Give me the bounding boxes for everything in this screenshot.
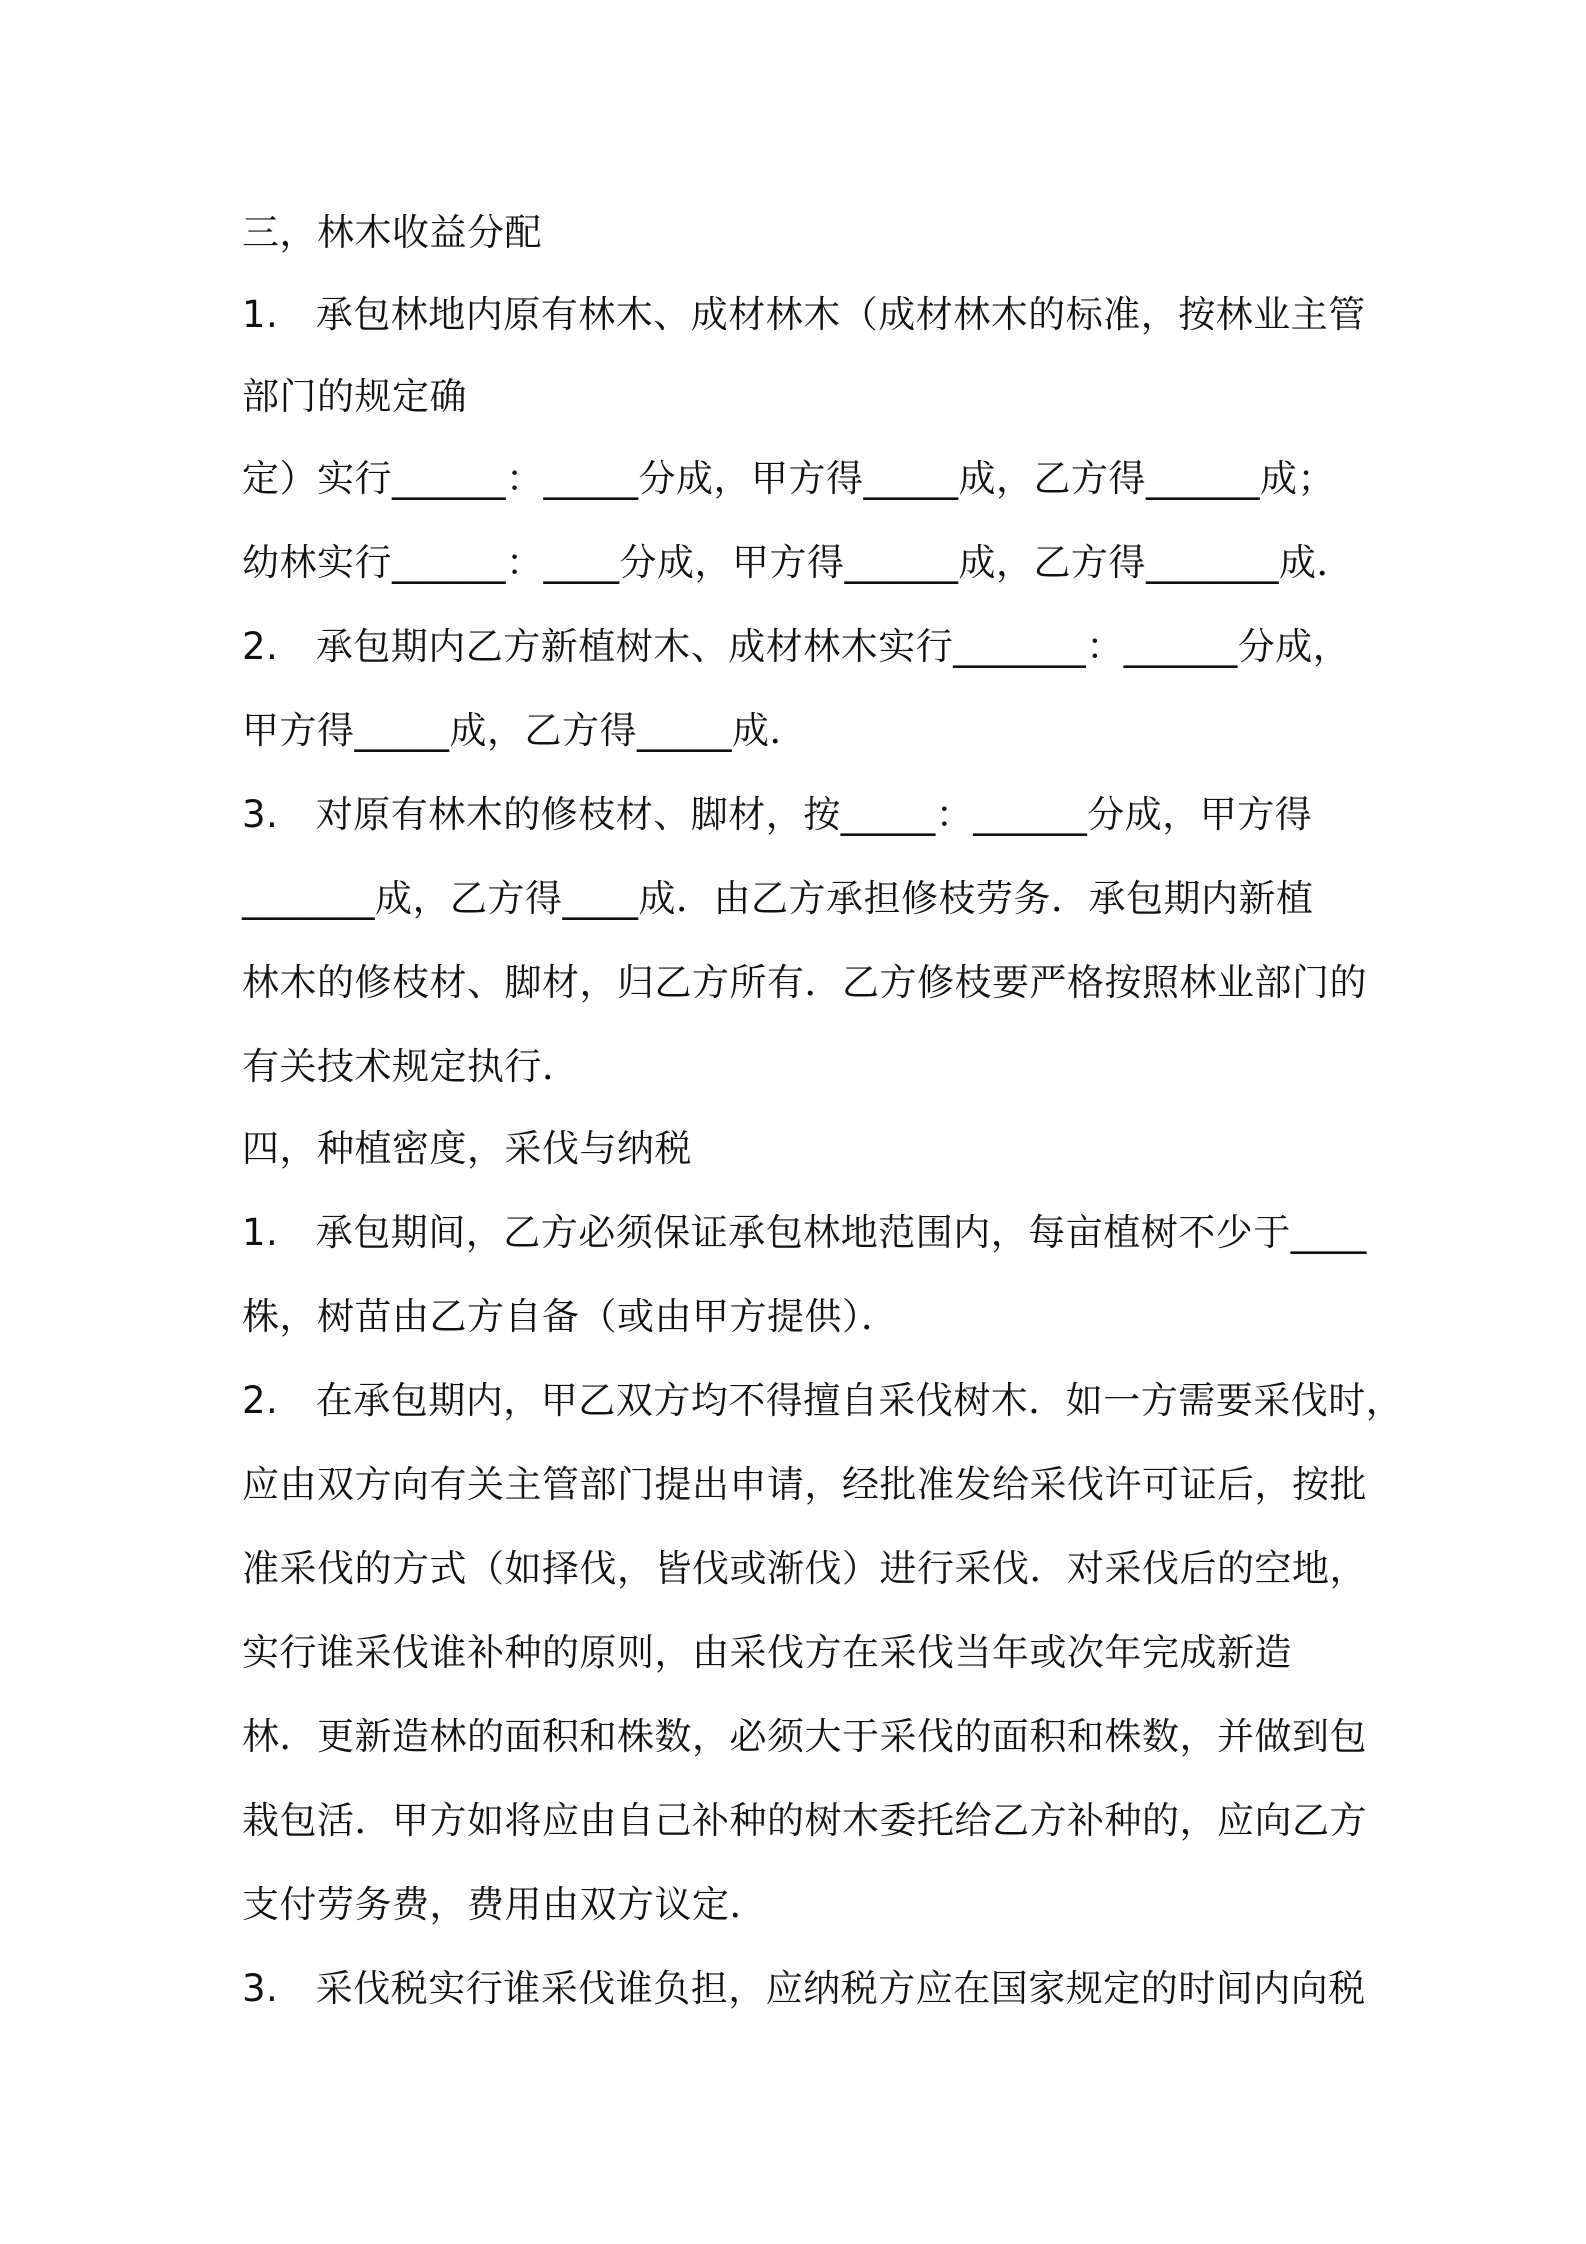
paragraph-line: _______成，乙方得____成．由乙方承担修枝劳务．承包期内新植 [242,877,1314,920]
paragraph-line: 支付劳务费，费用由双方议定． [242,1883,767,1926]
paragraph-line: 部门的规定确 [242,375,467,418]
paragraph-line: 3. 对原有林木的修枝材、脚材，按_____：______分成，甲方得 [242,793,1313,836]
paragraph-line: 有关技术规定执行． [242,1045,580,1088]
paragraph-line: 1. 承包期间，乙方必须保证承包林地范围内，每亩植树不少于____ [242,1211,1367,1254]
section-heading-3: 三，林木收益分配 [242,211,542,254]
paragraph-line: 甲方得_____成，乙方得_____成． [242,709,807,752]
paragraph-line: 3. 采伐税实行谁采伐谁负担，应纳税方应在国家规定的时间内向税 [242,1967,1366,2010]
paragraph-line: 幼林实行______：____分成，甲方得______成，乙方得_______成． [242,541,1354,584]
paragraph-line: 应由双方向有关主管部门提出申请，经批准发给采伐许可证后，按批 [242,1463,1367,1506]
paragraph-line: 株，树苗由乙方自备（或由甲方提供）． [242,1295,899,1338]
paragraph-line: 林木的修枝材、脚材，归乙方所有．乙方修枝要严格按照林业部门的 [242,961,1367,1004]
paragraph-line: 实行谁采伐谁补种的原则，由采伐方在采伐当年或次年完成新造 [242,1631,1292,1674]
paragraph-line: 准采伐的方式（如择伐，皆伐或渐伐）进行采伐．对采伐后的空地， [242,1547,1367,1590]
paragraph-line: 林．更新造林的面积和株数，必须大于采伐的面积和株数，并做到包 [242,1715,1367,1758]
paragraph-line: 栽包活．甲方如将应由自己补种的树木委托给乙方补种的，应向乙方 [242,1799,1367,1842]
section-heading-4: 四，种植密度，采伐与纳税 [242,1127,692,1170]
paragraph-line: 1. 承包林地内原有林木、成材林木（成材林木的标准，按林业主管 [242,293,1366,336]
paragraph-line: 2. 承包期内乙方新植树木、成材林木实行_______：______分成， [242,625,1351,668]
paragraph-line: 2. 在承包期内，甲乙双方均不得擅自采伐树木．如一方需要采伐时， [242,1379,1404,1422]
paragraph-line: 定）实行______：_____分成，甲方得_____成，乙方得______成； [242,457,1335,500]
